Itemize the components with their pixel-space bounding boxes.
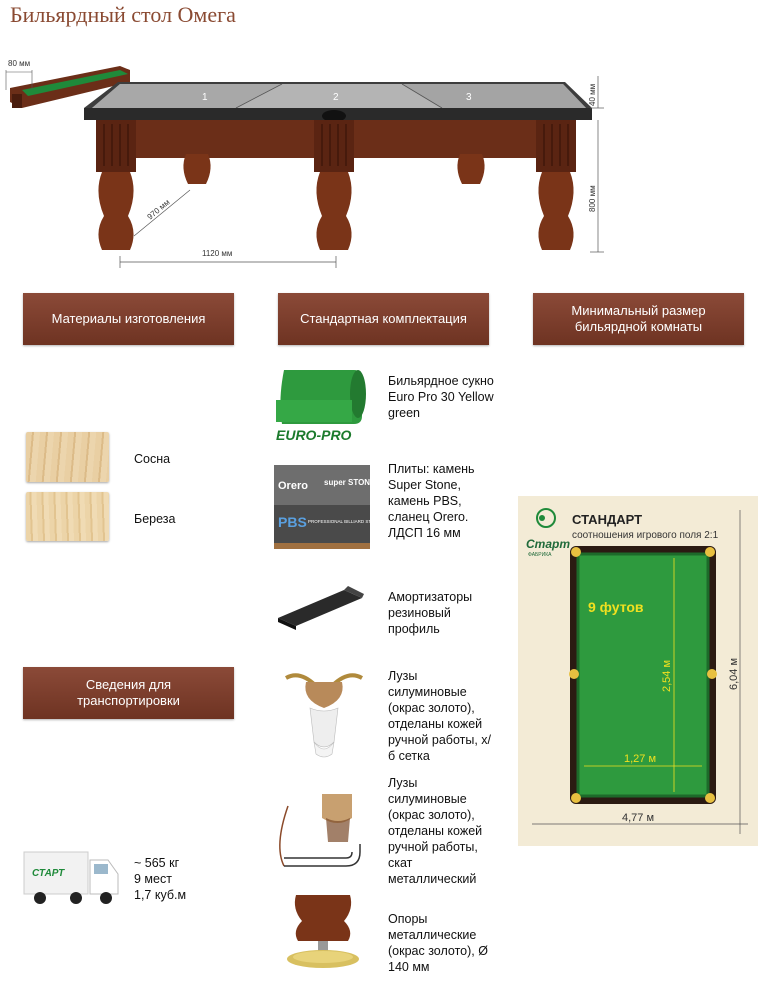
slate-brand-pbs-text: PROFESSIONAL BILLIARD STONE [308,519,381,524]
kit-cushion-text: Амортизаторы резиновый профиль [388,590,473,636]
slate-brand-superstone: super STONE [324,478,376,487]
header-kit: Стандартная комплектация [278,293,489,345]
slate-brand-pbs: PBS [278,514,307,530]
truck-icon [20,846,124,912]
transport-places: 9 мест [134,872,172,886]
header-transport: Сведения для транспортировки [23,667,234,719]
slate-3-label: 3 [466,92,472,103]
field-width-label: 1,27 м [624,753,657,765]
room-width-label: 4,77 м [622,812,655,824]
kit-pocket-net-text: Лузы силуминовые (окрас золото), отделаны кожей ручной работы, х/б сетка [388,669,492,763]
truck-logo: СТАРТ [32,868,65,879]
transport-weight: ~ 565 кг [134,856,180,870]
leg-support-icon [282,893,364,973]
header-room: Минимальный размер бильярдной комнаты [533,293,744,345]
room-logo-sub: ФАБРИКА [528,552,552,558]
pine-swatch [26,432,109,482]
material-birch-label: Береза [134,512,176,526]
birch-swatch [26,492,109,541]
room-standard-label: СТАНДАРТ [572,512,643,527]
pocket-net-icon [284,668,364,760]
width-label: 1120 мм [202,249,233,258]
start-logo-icon [526,509,570,558]
rail-width-label: 80 мм [8,59,31,68]
kit-pocket-rail-text: Лузы силуминовые (окрас золото), отделаны кожей ручной работы, скат металлический [388,776,483,886]
kit-cloth-text: Бильярдное сукно Euro Pro 30 Yellow green [388,374,494,420]
rubber-cushion-icon [272,582,372,632]
material-pine-label: Сосна [134,452,171,466]
height-label: 800 мм [588,185,597,212]
cloth-brand: EURO-PRO [276,427,352,443]
room-logo-text: Старт [526,537,571,551]
slate-1-label: 1 [202,92,208,103]
depth-label: 970 мм [145,197,172,222]
room-length-label: 6,04 м [728,657,740,690]
kit-slate-text: Плиты: камень Super Stone, камень PBS, сланец Orero. ЛДСП 16 мм [388,462,475,540]
room-diagram [518,496,758,846]
cloth-roll-icon [272,364,372,444]
room-size-label: 9 футов [588,599,644,615]
field-length-label: 2,54 м [661,659,673,692]
table-diagram [0,50,620,270]
pocket-rail-icon [272,786,372,872]
slate-2-label: 2 [333,92,339,103]
slate-icon [272,463,381,551]
room-ratio-label: соотношения игрового поля 2:1 [572,530,719,541]
kit-leg-text: Опоры металлические (окрас золото), Ø 140 мм [388,912,488,974]
transport-volume: 1,7 куб.м [134,888,187,902]
page-title: Бильярдный стол Омега [10,2,236,27]
top-height-label: 40 мм [588,83,597,106]
header-materials: Материалы изготовления [23,293,234,345]
slate-brand-orero: Orero [278,480,308,492]
